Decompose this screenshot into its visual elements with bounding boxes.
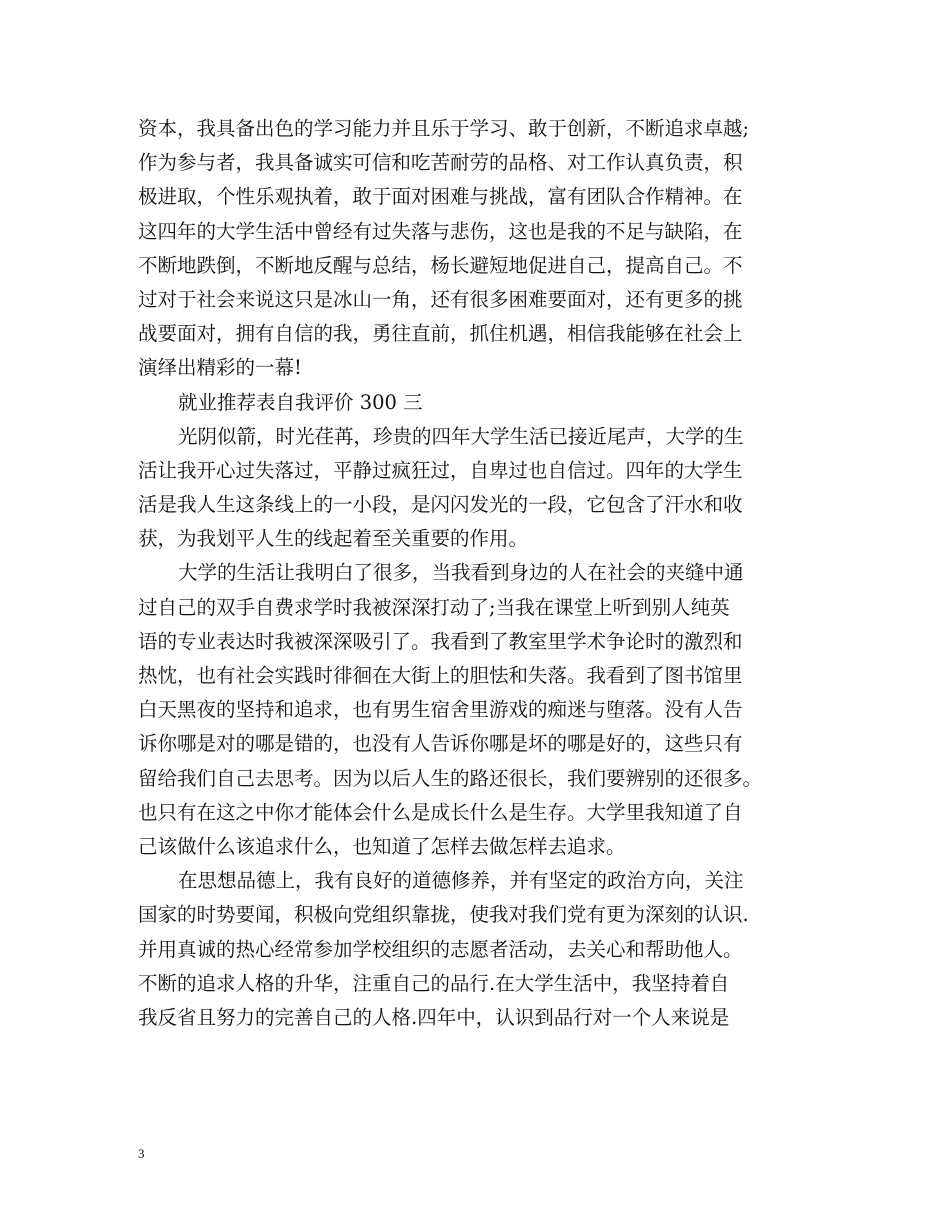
text-line: 这四年的大学生活中曾经有过失落与悲伤，这也是我的不足与缺陷，在	[138, 219, 743, 243]
text-line: 活是我人生这条线上的一小段，是闪闪发光的一段，它包含了汗水和收	[138, 493, 743, 517]
page-number: 3	[138, 1146, 145, 1161]
text-line: 并用真诚的热心经常参加学校组织的志愿者活动，去关心和帮助他人。	[138, 937, 743, 961]
text-line: 白天黑夜的坚持和追求，也有男生宿舍里游戏的痴迷与堕落。没有人告	[138, 698, 743, 722]
text-line: 大学的生活让我明白了很多，当我看到身边的人在社会的夹缝中通	[178, 561, 744, 585]
text-line: 语的专业表达时我被深深吸引了。我看到了教室里学术争论时的激烈和	[138, 629, 743, 653]
text-line: 活让我开心过失落过，平静过疯狂过，自卑过也自信过。四年的大学生	[138, 458, 743, 482]
text-line: 资本，我具备出色的学习能力并且乐于学习、敢于创新，不断追求卓越;	[138, 117, 750, 140]
text-line: 己该做什么该追求什么，也知道了怎样去做怎样去追求。	[138, 834, 626, 858]
text-line: 也只有在这之中你才能体会什么是成长什么是生存。大学里我知道了自	[138, 800, 743, 824]
text-line: 热忱，也有社会实践时徘徊在大街上的胆怯和失落。我看到了图书馆里	[138, 664, 743, 687]
text-line: 留给我们自己去思考。因为以后人生的路还很长，我们要辨别的还很多。	[138, 766, 763, 790]
text-line: 不断的追求人格的升华，注重自己的品行.在大学生活中，我坚持着自	[138, 971, 730, 995]
text-line: 诉你哪是对的哪是错的，也没有人告诉你哪是坏的哪是好的，这些只有	[138, 732, 743, 756]
text-line: 获，为我划平人生的线起着至关重要的作用。	[138, 527, 529, 551]
text-line: 我反省且努力的完善自己的人格.四年中，认识到品行对一个人来说是	[138, 1005, 730, 1029]
text-line: 过自己的双手自费求学时我被深深打动了;当我在课堂上听到别人纯英	[138, 595, 730, 619]
text-line: 在思想品德上，我有良好的道德修养，并有坚定的政治方向，关注	[178, 869, 744, 893]
text-line: 国家的时势要闻，积极向党组织靠拢，使我对我们党有更为深刻的认识.	[138, 903, 749, 927]
document-body	[138, 112, 828, 1035]
text-line: 演绎出精彩的一幕!	[138, 356, 302, 380]
text-line: 光阴似箭，时光荏苒，珍贵的四年大学生活已接近尾声，大学的生	[178, 424, 744, 448]
text-line: 过对于社会来说这只是冰山一角，还有很多困难要面对，还有更多的挑	[138, 287, 743, 311]
text-line: 不断地跌倒，不断地反醒与总结，杨长避短地促进自己，提高自己。不	[138, 253, 743, 277]
text-line: 极进取，个性乐观执着，敢于面对困难与挑战，富有团队合作精神。在	[138, 185, 743, 209]
text-line: 作为参与者，我具备诚实可信和吃苦耐劳的品格、对工作认真负责，积	[138, 151, 743, 175]
section-heading: 就业推荐表自我评价 300 三	[178, 390, 423, 414]
text-line: 战要面对，拥有自信的我，勇往直前，抓住机遇，相信我能够在社会上	[138, 322, 743, 346]
